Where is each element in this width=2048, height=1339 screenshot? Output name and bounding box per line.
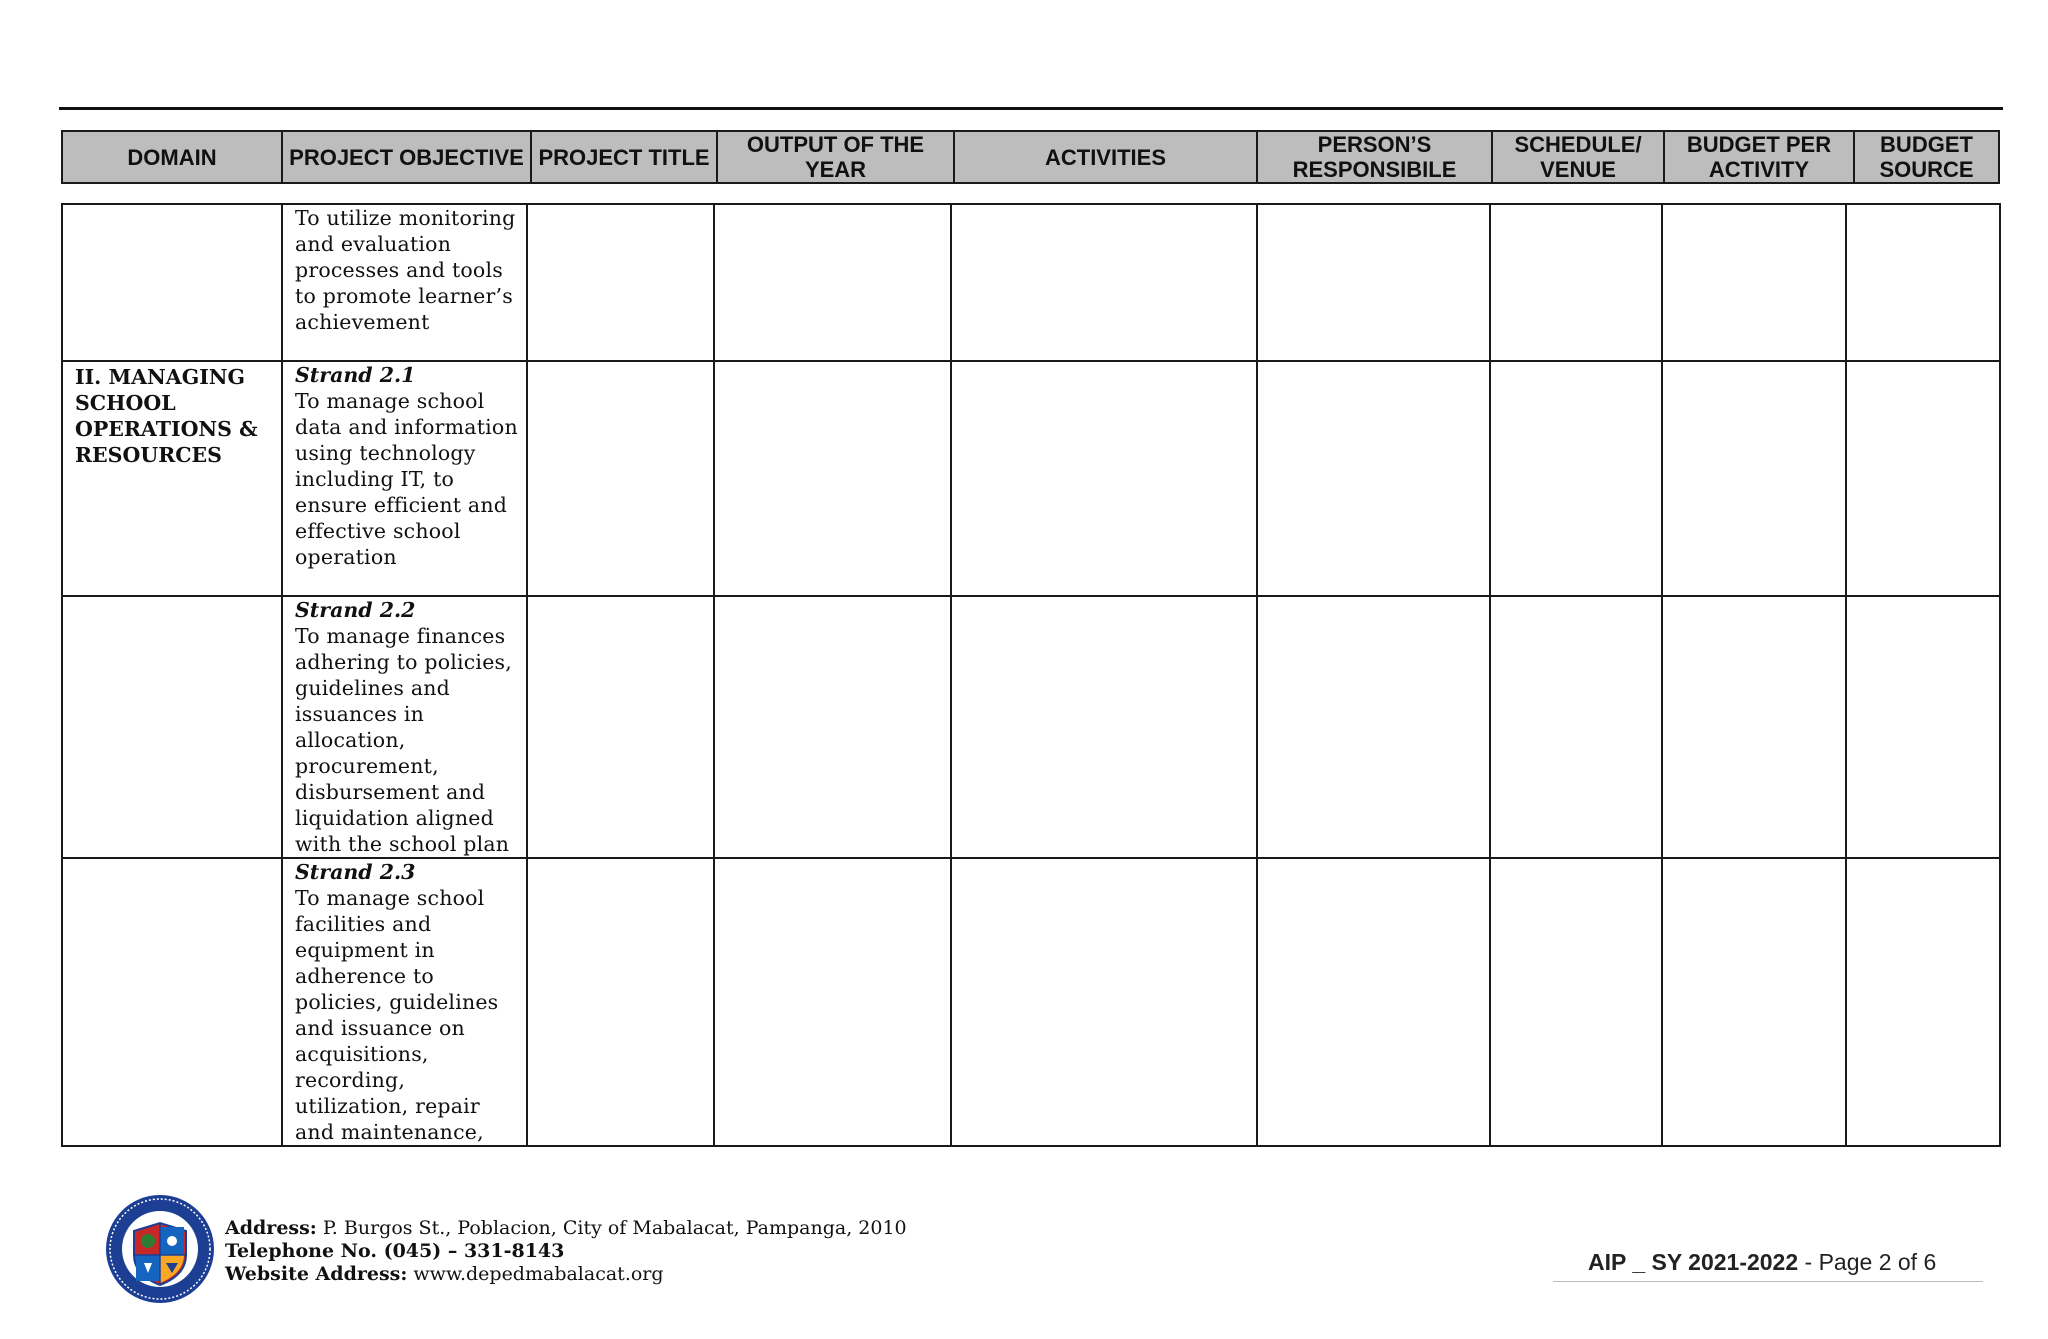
activities-cell[interactable] <box>951 361 1257 596</box>
output-cell[interactable] <box>714 361 951 596</box>
website-link[interactable]: www.depedmabalacat.org <box>413 1263 664 1285</box>
budget-per-activity-cell[interactable] <box>1662 596 1846 858</box>
header-budget-source: BUDGET SOURCE <box>1854 131 1999 183</box>
address-text: P. Burgos St., Poblacion, City of Mabalacat, Pampanga, 2010 <box>322 1217 907 1239</box>
strand-label: Strand 2.2 <box>295 598 416 622</box>
budget-source-cell[interactable] <box>1846 204 2000 361</box>
domain-cell <box>62 858 282 1146</box>
persons-responsible-cell[interactable] <box>1257 204 1490 361</box>
header-domain: DOMAIN <box>62 131 282 183</box>
footer-rule <box>1553 1281 1983 1282</box>
header-schedule-venue: SCHEDULE/ VENUE <box>1492 131 1664 183</box>
footer-contact-block <box>225 1217 907 1286</box>
header-persons-responsible: PERSON’S RESPONSIBILE <box>1257 131 1492 183</box>
domain-cell <box>62 596 282 858</box>
schedule-venue-cell[interactable] <box>1490 596 1662 858</box>
table-row <box>62 204 2000 361</box>
activities-cell[interactable] <box>951 596 1257 858</box>
budget-per-activity-cell[interactable] <box>1662 204 1846 361</box>
persons-responsible-cell[interactable] <box>1257 596 1490 858</box>
address-label: Address: <box>225 1217 317 1239</box>
project-title-cell[interactable] <box>527 361 714 596</box>
strand-label: Strand 2.1 <box>295 363 416 387</box>
page-number-text: - Page 2 of 6 <box>1798 1249 1937 1275</box>
column-header-table <box>61 130 2000 184</box>
objective-cell <box>282 361 527 596</box>
budget-source-cell[interactable] <box>1846 596 2000 858</box>
telephone-text: Telephone No. (045) – 331-8143 <box>225 1240 565 1262</box>
website-label: Website Address: <box>225 1263 408 1285</box>
activities-cell[interactable] <box>951 858 1257 1146</box>
persons-responsible-cell[interactable] <box>1257 858 1490 1146</box>
footer-telephone-line <box>225 1240 907 1263</box>
aip-table <box>61 203 2001 1147</box>
budget-source-cell[interactable] <box>1846 361 2000 596</box>
top-rule <box>59 107 2003 110</box>
output-cell[interactable] <box>714 204 951 361</box>
footer-address-line <box>225 1217 907 1240</box>
objective-text: To manage school facilities and equipment in adherence to policies, guidelines and issuance on acquisitions, recording, utilization, repair and maintenance, <box>295 886 499 1144</box>
budget-per-activity-cell[interactable] <box>1662 858 1846 1146</box>
activities-cell[interactable] <box>951 204 1257 361</box>
domain-cell <box>62 204 282 361</box>
header-budget-per-activity: BUDGET PER ACTIVITY <box>1664 131 1854 183</box>
project-title-cell[interactable] <box>527 204 714 361</box>
domain-cell: II. MANAGING SCHOOL OPERATIONS & RESOURCES <box>62 361 282 596</box>
table-row <box>62 858 2000 1146</box>
output-cell[interactable] <box>714 596 951 858</box>
strand-label: Strand 2.3 <box>295 860 416 884</box>
objective-text: To utilize monitoring and evaluation processes and tools to promote learner’s achievement <box>295 206 516 334</box>
budget-source-cell[interactable] <box>1846 858 2000 1146</box>
project-title-cell[interactable] <box>527 596 714 858</box>
schedule-venue-cell[interactable] <box>1490 858 1662 1146</box>
table-row <box>62 361 2000 596</box>
schedule-venue-cell[interactable] <box>1490 204 1662 361</box>
footer-website-line <box>225 1263 907 1286</box>
objective-text: To manage finances adhering to policies, guidelines and issuances in allocation, procurement, disbursement and liquidation aligned with the school plan <box>295 624 512 856</box>
objective-cell <box>282 596 527 858</box>
header-project-objective: PROJECT OBJECTIVE <box>282 131 531 183</box>
deped-seal-logo <box>104 1193 216 1305</box>
project-title-cell[interactable] <box>527 858 714 1146</box>
header-activities: ACTIVITIES <box>954 131 1257 183</box>
table-row <box>62 596 2000 858</box>
output-cell[interactable] <box>714 858 951 1146</box>
budget-per-activity-cell[interactable] <box>1662 361 1846 596</box>
objective-cell <box>282 204 527 361</box>
schedule-venue-cell[interactable] <box>1490 361 1662 596</box>
header-output-of-the-year: OUTPUT OF THE YEAR <box>717 131 954 183</box>
objective-text: To manage school data and information using technology including IT, to ensure efficient and effective school operation <box>295 389 518 569</box>
page-footer-note <box>1588 1249 1936 1276</box>
persons-responsible-cell[interactable] <box>1257 361 1490 596</box>
header-project-title: PROJECT TITLE <box>531 131 717 183</box>
objective-cell <box>282 858 527 1146</box>
aip-sy-label: AIP _ SY 2021-2022 <box>1588 1249 1799 1275</box>
